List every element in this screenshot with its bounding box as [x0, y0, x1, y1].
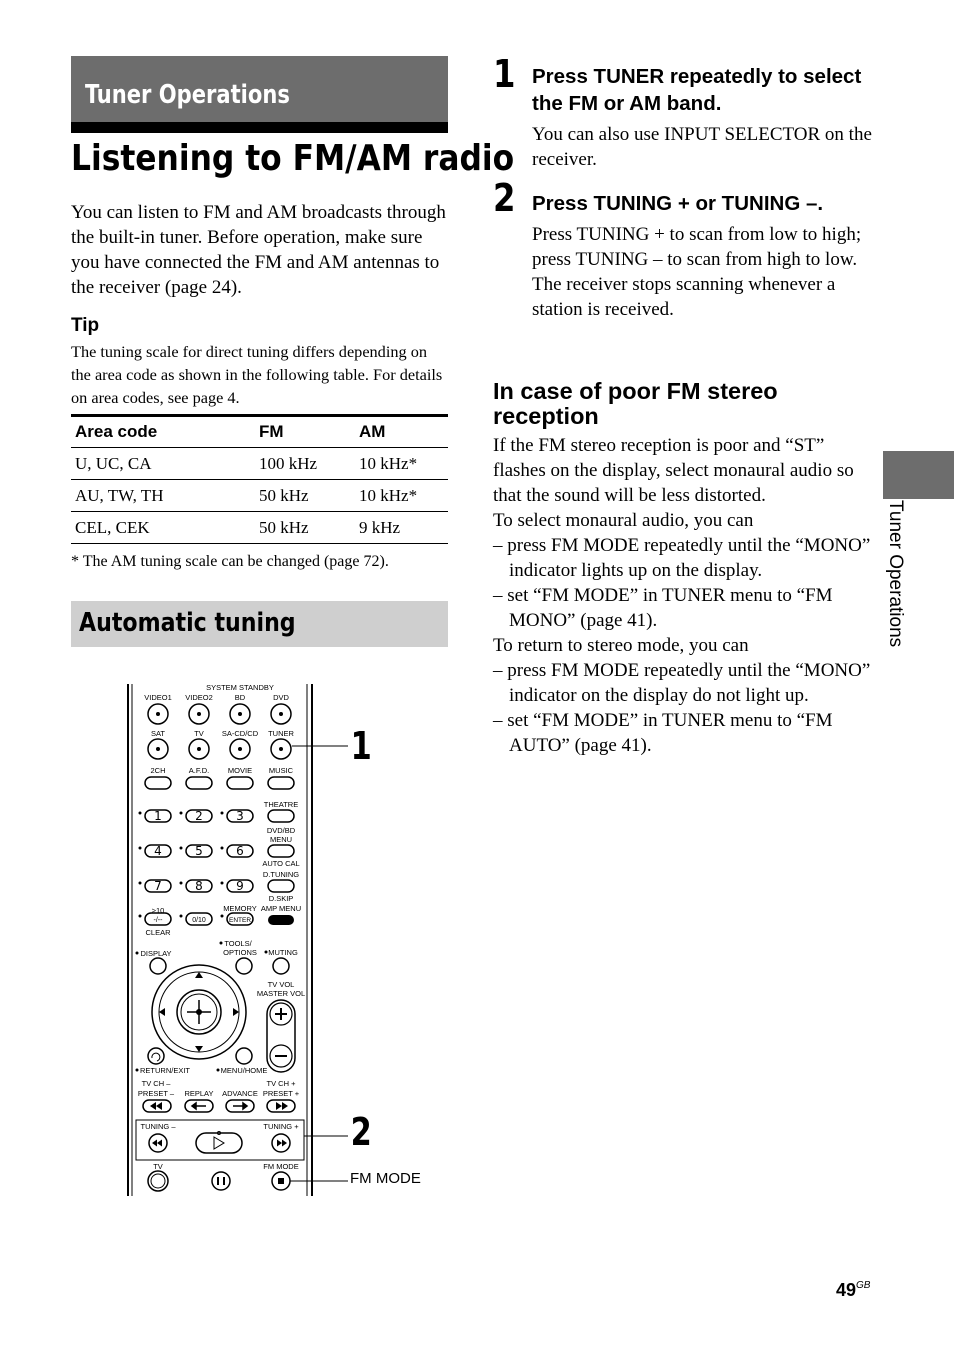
side-section-label-text: Tuner Operations: [885, 500, 906, 648]
2ch-button[interactable]: [145, 777, 171, 789]
auto-cal-button[interactable]: [268, 845, 294, 857]
table-row: [71, 480, 448, 512]
table-header-row: [71, 416, 448, 448]
label-d-tuning: D.TUNING: [262, 870, 300, 879]
table-cell: 50 kHz: [255, 512, 355, 544]
section-header-text: Tuner Operations: [85, 80, 290, 110]
table-header: AM: [359, 422, 386, 441]
label-enter: ENTER: [228, 917, 252, 924]
movie-button[interactable]: [227, 777, 253, 789]
table-cell: 10 kHz*: [355, 448, 448, 480]
label-bd: BD: [234, 693, 246, 702]
num-4-label: 4: [154, 844, 162, 858]
automatic-tuning-header-text: Automatic tuning: [79, 608, 296, 638]
label-afd: A.F.D.: [188, 766, 210, 775]
num-3-label: 3: [236, 809, 244, 823]
table-header: Area code: [75, 422, 158, 441]
label-tuning-minus: TUNING –: [140, 1122, 176, 1131]
label-return-exit: RETURN/EXIT: [139, 1066, 191, 1075]
label-movie: MOVIE: [227, 766, 253, 775]
poor-fm-list-item: – set “FM MODE” in TUNER menu to “FM MONO” (page 41).: [493, 585, 833, 631]
side-section-label: [866, 500, 916, 670]
page-title: Listening to FM/AM radio: [71, 138, 515, 179]
poor-fm-list-item: – press FM MODE repeatedly until the “MONO” indicator lights up on the display.: [493, 535, 871, 581]
num-6-label: 6: [236, 844, 244, 858]
num-9-label: 9: [236, 879, 244, 893]
label-auto-cal: AUTO CAL: [262, 859, 300, 868]
poor-fm-body: [493, 433, 873, 758]
step-1-body: You can also use INPUT SELECTOR on the receiver.: [532, 124, 872, 170]
label-preset-plus: PRESET +: [262, 1089, 300, 1098]
intro-paragraph: You can listen to FM and AM broadcasts through the built-in tuner. Before operation, make sure you have connected the FM and AM antennas to the receiver (page 24).: [71, 202, 446, 298]
table-row: [71, 448, 448, 480]
poor-fm-paragraph: To return to stereo mode, you can: [493, 635, 749, 656]
label-system-standby: SYSTEM STANDBY: [206, 683, 274, 692]
page-number-suffix: GB: [856, 1280, 871, 1291]
label-preset-minus: PRESET –: [137, 1089, 175, 1098]
label-advance: ADVANCE: [222, 1089, 258, 1098]
label-sat: SAT: [150, 729, 166, 738]
num-7-label: 7: [154, 879, 162, 893]
pause-button[interactable]: [212, 1172, 230, 1190]
menu-home-button[interactable]: [236, 1048, 252, 1064]
side-tab-marker: [883, 451, 954, 499]
label-display: DISPLAY: [140, 949, 172, 958]
label-tuner: TUNER: [268, 729, 294, 738]
label-menu-home: MENU/HOME: [220, 1066, 268, 1075]
num-8-label: 8: [195, 879, 203, 893]
table-cell: U, UC, CA: [71, 448, 255, 480]
label-dvd: DVD: [273, 693, 289, 702]
music-button[interactable]: [268, 777, 294, 789]
label-fm-mode: FM MODE: [263, 1162, 299, 1171]
tip-heading: Tip: [71, 315, 100, 336]
callout-1: 1: [350, 724, 372, 768]
table-cell: 100 kHz: [255, 448, 355, 480]
table-footnote: * The AM tuning scale can be changed (page 72).: [71, 553, 389, 570]
label-2ch: 2CH: [150, 766, 166, 775]
table-cell: 9 kHz: [355, 512, 448, 544]
stop-icon: [278, 1178, 284, 1184]
label-replay: REPLAY: [184, 1089, 214, 1098]
label-tv-bottom: TV: [153, 1162, 163, 1171]
label-options: OPTIONS: [223, 948, 257, 957]
table-row: [71, 512, 448, 544]
poor-fm-paragraph: If the FM stereo reception is poor and “ST” flashes on the display, select monaural audio so that the sound will be less distorted.: [493, 435, 854, 506]
area-code-table: [71, 414, 448, 544]
step-2-body-text-2: The receiver stops scanning whenever a station is received.: [532, 274, 836, 320]
play-button[interactable]: [196, 1133, 242, 1153]
tip-text: The tuning scale for direct tuning differs depending on the area code as shown in the following table. For details on area codes, see page 4.: [71, 342, 443, 407]
callout-fm-mode: FM MODE: [350, 1170, 421, 1187]
label-dashes: -/--: [153, 917, 163, 924]
label-menu: MENU: [269, 835, 293, 844]
label-tv-vol: TV VOL: [267, 980, 295, 989]
return-exit-button[interactable]: [148, 1048, 164, 1064]
poor-fm-list-item: – press FM MODE repeatedly until the “MONO” indicator on the display do not light up.: [493, 660, 871, 706]
poor-fm-list-item: – set “FM MODE” in TUNER menu to “FM AUTO” (page 41).: [493, 710, 833, 756]
label-clear: CLEAR: [145, 928, 171, 937]
label-tv: TV: [194, 729, 204, 738]
label-muting: MUTING: [268, 948, 298, 957]
theatre-button[interactable]: [268, 810, 294, 822]
label-sacd: SA-CD/CD: [221, 729, 259, 738]
table-cell: 10 kHz*: [355, 480, 448, 512]
label-music: MUSIC: [268, 766, 294, 775]
label-video2: VIDEO2: [185, 693, 213, 702]
page-number-value: 49: [836, 1280, 857, 1300]
table-header: FM: [259, 422, 284, 441]
section-rule: [71, 122, 448, 133]
label-theatre: THEATRE: [263, 800, 299, 809]
label-tuning-plus: TUNING +: [263, 1122, 299, 1131]
section-header: [71, 56, 448, 122]
num-5-label: 5: [195, 844, 203, 858]
num-2-label: 2: [195, 809, 203, 823]
label-d-skip: D.SKIP: [268, 894, 294, 903]
step-1-title: Press TUNER repeatedly to select the FM or AM band.: [532, 65, 862, 115]
display-button[interactable]: [150, 958, 166, 974]
page-number: [836, 1280, 870, 1301]
num-1-label: 1: [154, 809, 162, 823]
table-cell: CEL, CEK: [71, 512, 255, 544]
remote-control-illustration: [120, 680, 350, 1200]
label-tv-ch-plus: TV CH +: [266, 1079, 296, 1088]
label-gt10: >10: [151, 906, 165, 915]
tools-options-button[interactable]: [236, 958, 252, 974]
table-cell: AU, TW, TH: [71, 480, 255, 512]
label-master-vol: MASTER VOL: [256, 989, 306, 998]
afd-button[interactable]: [186, 777, 212, 789]
step-2-number: 2: [493, 176, 516, 220]
step-2-body: [532, 222, 872, 322]
label-video1: VIDEO1: [144, 693, 172, 702]
muting-button[interactable]: [273, 958, 289, 974]
label-tv-ch-minus: TV CH –: [141, 1079, 171, 1088]
step-1-number: 1: [493, 52, 516, 96]
poor-fm-heading: In case of poor FM stereo reception: [493, 378, 778, 429]
d-tuning-button[interactable]: [268, 880, 294, 892]
poor-fm-paragraph: To select monaural audio, you can: [493, 510, 754, 531]
label-memory: MEMORY: [223, 904, 257, 913]
label-zero10: 0/10: [192, 917, 206, 924]
amp-menu-button[interactable]: [268, 915, 294, 925]
label-amp-menu: AMP MENU: [260, 904, 302, 913]
label-dvdbd: DVD/BD: [266, 826, 296, 835]
table-cell: 50 kHz: [255, 480, 355, 512]
step-2-body-text: Press TUNING + to scan from low to high; press TUNING – to scan from high to low.: [532, 224, 862, 270]
callout-2: 2: [350, 1110, 372, 1154]
automatic-tuning-header: [71, 601, 448, 647]
step-2-title: Press TUNING + or TUNING –.: [532, 192, 824, 215]
label-tools: TOOLS/: [224, 939, 252, 948]
